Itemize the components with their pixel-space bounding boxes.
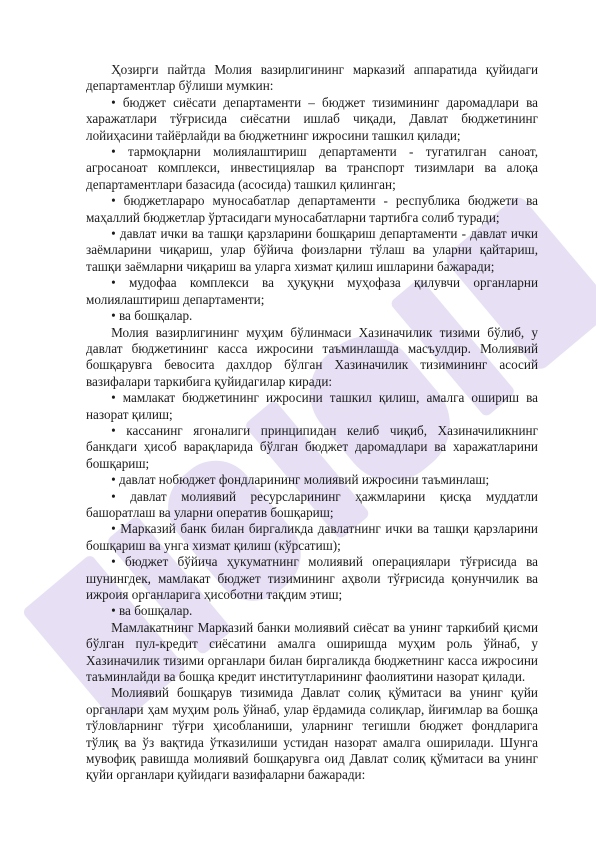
paragraph: Молиявий бошқарув тизимида Давлат солиқ қўмитаси ва унинг қуйи органлари ҳам муҳим роль ўйнаб, улар ёрдамида солиқлар, йиғимлар ва бошқа тўловларнинг тўғри ҳисобланиши, уларнинг тегишли бюджет фондларига тўлиқ ва ўз вақтида ўтказилиши устидан назорат амалга оширилади. Шунга мувофиқ равишда молиявий бошқарувга оид Давлат солиқ қўмитаси ва унинг қуйи органлари қуйидаги вазифаларни бажаради: (86, 685, 538, 783)
list-item: • мудофаа комплекси ва ҳуқуқни муҳофаза қилувчи органларни молиялаштириш департаменти; (86, 275, 538, 307)
list-item: • давлат молиявий ресурсларининг ҳажмларини қисқа муддатли башоратлаш ва уларни оператив бошқариш; (86, 488, 538, 520)
list-item: • бюджетлараро муносабатлар департаменти - республика бюджети ва маҳаллий бюджетлар ўртасидаги муносабатларни тартибга солиб туради; (86, 193, 538, 225)
list-item: • кассанинг ягоналиги принципидан келиб чиқиб, Хазиначиликнинг банкдаги ҳисоб варақларида бўлган бюджет даромадлари ва харажатларини бошқариш; (86, 422, 538, 471)
list-item: • мамлакат бюджетининг ижросини ташкил қилиш, амалга ошириш ва назорат қилиш; (86, 390, 538, 422)
list-item: • тармоқларни молиялаштириш департаменти - тугатилган саноат, агросаноат комплекси, инвестициялар ва транспорт тизимлари ва алоқа департаментлари базасида (асосида) ташкил қилинган; (86, 144, 538, 192)
document-body (86, 62, 538, 784)
list-item: • бюджет сиёсати департаменти – бюджет тизимининг даромадлари ва харажатлари тўғрисида сиёсатни ишлаб чиқади, Давлат бюджетининг лойиҳасини тайёрлайди ва бюджетнинг ижросини ташкил қилади; (86, 94, 538, 143)
paragraph: Молия вазирлигининг муҳим бўлинмаси Хазиначилик тизими бўлиб, у давлат бюджетининг касса ижросини таъминлашда масъулдир. Молиявий бошқарувга бевосита дахлдор бўлган Хазиначилик тизимининг асосий вазифалари таркибига қуйидагилар киради: (86, 324, 538, 389)
list-item: • Марказий банк билан биргаликда давлатнинг ички ва ташқи қарзларини бошқариш ва унга хизмат қилиш (кўрсатиш); (86, 521, 538, 553)
paragraph: Мамлакатнинг Марказий банки молиявий сиёсат ва унинг таркибий қисми бўлган пул-кредит сиёсатини амалга оширишда муҳим роль ўйнаб, у Хазиначилик тизими органлари билан биргаликда бюджетнинг касса ижросини таъминлайди ва бошқа кредит институтларининг фаолиятини назорат қилади. (86, 619, 538, 685)
list-item: • ва бошқалар. (111, 308, 193, 324)
list-item: • давлат ички ва ташқи қарзларини бошқариш департаменти - давлат ички заёмларини чиқариш, улар бўйича фоизларни тўлаш ва уларни қайтариш, ташқи заёмларни чиқариш ва уларга хизмат қилиш ишларини бажаради; (86, 226, 538, 274)
list-item: • давлат нобюджет фондларининг молиявий ижросини таъминлаш; (111, 472, 490, 488)
paragraph: Ҳозирги пайтда Молия вазирлигининг марказий аппаратида қуйидаги департаментлар бўлиши мумкин: (86, 62, 538, 94)
list-item: • бюджет бўйича ҳукуматнинг молиявий операциялари тўғрисида ва шунингдек, мамлакат бюджет тизимининг аҳволи тўғрисида қонунчилик ва ижроия органларига ҳисоботни тақдим этиш; (86, 554, 538, 602)
list-item: • ва бошқалар. (111, 603, 193, 619)
